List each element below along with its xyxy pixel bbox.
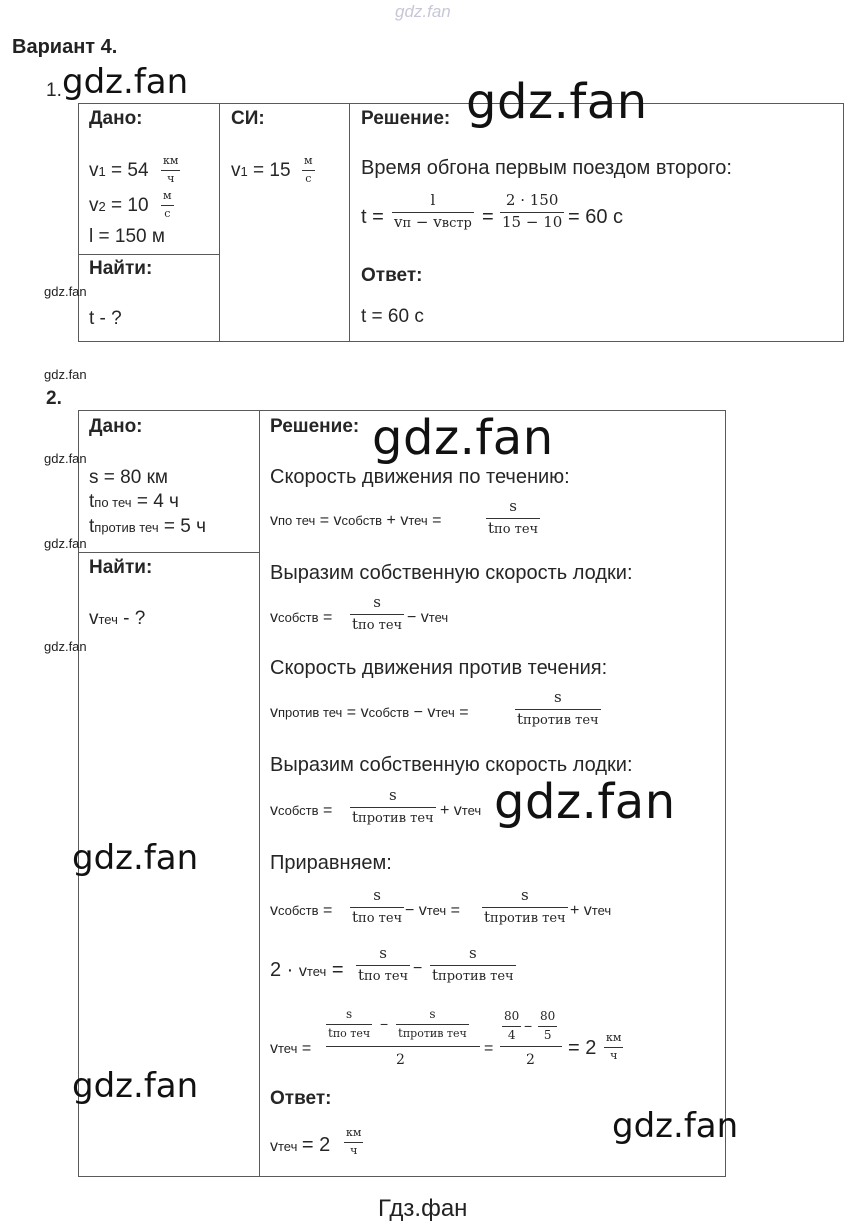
task1-si-header: СИ: (231, 108, 265, 129)
task2-eq6-lhs: 2 · vтеч = (270, 959, 344, 981)
value: = 15 (253, 160, 291, 181)
v-symbol: v (89, 195, 99, 216)
task2-eq7-lhs: vтеч = (270, 1040, 312, 1057)
task2-divider-find (78, 552, 259, 553)
task1-divider-1 (219, 103, 220, 342)
unit-numerator: км (163, 154, 179, 167)
task1-given-v2-unit (161, 190, 174, 219)
task1-si-v1 (231, 160, 291, 182)
task2-given-header: Дано: (89, 416, 143, 437)
task2-eq4-lhs: vсобств = (270, 802, 333, 819)
numerator: l (430, 191, 436, 209)
task2-find: vтеч - ? (89, 608, 146, 629)
task2-eq7-unit: км ч (606, 1031, 622, 1062)
task1-given-header: Дано: (89, 108, 143, 129)
task2-given-t1: tпо теч = 4 ч (89, 491, 179, 512)
task2-eq5-lhs: vсобств = (270, 902, 333, 919)
task1-find-header: Найти: (89, 258, 153, 279)
task1-given-l: l = 150 м (89, 226, 165, 247)
numerator: 2 · 150 (505, 191, 559, 209)
watermark-small-3: gdz.fan (44, 451, 87, 466)
task2-step1: Скорость движения по течению: (270, 466, 570, 488)
task1-formula-frac1 (392, 193, 474, 231)
task2-find-header: Найти: (89, 557, 153, 578)
task2-eq7-eq2: = (484, 1040, 494, 1057)
task1-answer: t = 60 с (361, 306, 424, 327)
task1-given-v2 (89, 195, 149, 217)
task2-eq7-compound-frac1: s tпо теч − s tпротив теч 2 (326, 1008, 480, 1072)
task1-si-unit (302, 155, 315, 184)
unit-denominator: с (305, 171, 312, 185)
task2-eq2-rhs: − vтеч (407, 609, 449, 626)
task1-formula-result: = 60 с (568, 206, 624, 228)
task2-divider (259, 410, 260, 1177)
task2-eq1-lhs: vпо теч = vсобств + vтеч = (270, 512, 442, 529)
inner-frac-po: s tпо теч (328, 1007, 371, 1040)
task2-eq6-minus: − (413, 960, 423, 977)
watermark-small-5: gdz.fan (44, 639, 87, 654)
task2-eq1-frac: s tпо теч (488, 497, 539, 537)
task2-eq3-lhs: vпротив теч = vсобств − vтеч = (270, 704, 469, 721)
value: = 10 (111, 195, 149, 216)
watermark-small-4: gdz.fan (44, 536, 87, 551)
task1-answer-header: Ответ: (361, 265, 423, 286)
task2-eq7-result: = 2 (568, 1037, 597, 1059)
task2-step5: Приравняем: (270, 852, 392, 874)
task2-answer-unit: км ч (346, 1126, 362, 1157)
task2-given-s: s = 80 км (89, 467, 168, 488)
inner-frac-protiv: s tпротив теч (398, 1007, 467, 1040)
task2-eq5-frac1: s tпо теч (352, 886, 403, 926)
task2-number: 2. (46, 388, 62, 409)
footer-watermark: Гдз.фан (378, 1195, 468, 1222)
v-symbol: v (89, 160, 99, 181)
unit-denominator: ч (167, 171, 175, 185)
v-symbol: v (231, 160, 241, 181)
task1-divider-find (78, 254, 219, 255)
subscript: 2 (98, 199, 106, 214)
subscript: 1 (240, 164, 248, 179)
task2-given-t2: tпротив теч = 5 ч (89, 516, 207, 537)
task1-formula-eq: = (482, 206, 494, 228)
task1-divider-2 (349, 103, 350, 342)
watermark-top: gdz.fan (395, 2, 451, 21)
watermark-task1-solution: gdz.fan (466, 74, 648, 130)
unit-numerator: м (304, 154, 313, 167)
task1-solution-header: Решение: (361, 108, 451, 129)
task1-find: t - ? (89, 308, 122, 329)
value: = 54 (111, 160, 149, 181)
denominator: 15 − 10 (502, 212, 563, 231)
task1-number: 1. (46, 80, 62, 101)
task2-eq7-compound-frac2: 80 4 − 80 5 2 (500, 1010, 564, 1072)
task2-step4: Выразим собственную скорость лодки: (270, 754, 633, 776)
watermark-task1-number: gdz.fan (62, 62, 189, 102)
watermark-right-bottom: gdz.fan (612, 1106, 739, 1146)
task1-given-v1-unit (161, 155, 180, 184)
task1-formula-frac2 (500, 193, 564, 231)
task2-eq5-mid: − vтеч = (405, 902, 460, 919)
subscript: 1 (98, 164, 106, 179)
watermark-left-1: gdz.fan (72, 838, 199, 878)
task2-eq2-lhs: vсобств = (270, 609, 333, 626)
task2-eq2-frac: s tпо теч (352, 593, 403, 633)
task2-step3: Скорость движения против течения: (270, 657, 608, 679)
task2-step2: Выразим собственную скорость лодки: (270, 562, 633, 584)
task2-eq6-frac1: s tпо теч (358, 944, 409, 984)
denominator: vп − vвстр (394, 212, 472, 231)
task2-eq4-rhs: + vтеч (440, 802, 482, 819)
task2-eq5-frac2: s tпротив теч (484, 886, 566, 926)
task2-eq3-frac: s tпротив теч (517, 688, 599, 728)
task1-solution-text: Время обгона первым поездом второго: (361, 157, 732, 179)
watermark-task2-solution: gdz.fan (372, 410, 554, 466)
task2-answer: vтеч = 2 (270, 1134, 331, 1156)
task2-eq6-frac2: s tпротив теч (432, 944, 514, 984)
watermark-small-2: gdz.fan (44, 367, 87, 382)
unit-numerator: м (163, 189, 172, 202)
task1-formula-lhs: t = (361, 206, 384, 228)
task1-given-v1 (89, 160, 149, 182)
watermark-small-1: gdz.fan (44, 284, 87, 299)
variant-title: Вариант 4. (12, 36, 118, 58)
task2-eq5-rhs: + vтеч (570, 902, 612, 919)
task2-solution-header: Решение: (270, 416, 360, 437)
task2-eq4-frac: s tпротив теч (352, 786, 434, 826)
watermark-task2-mid: gdz.fan (494, 774, 676, 830)
unit-denominator: с (164, 206, 171, 220)
task2-answer-header: Ответ: (270, 1088, 332, 1109)
watermark-left-2: gdz.fan (72, 1066, 199, 1106)
